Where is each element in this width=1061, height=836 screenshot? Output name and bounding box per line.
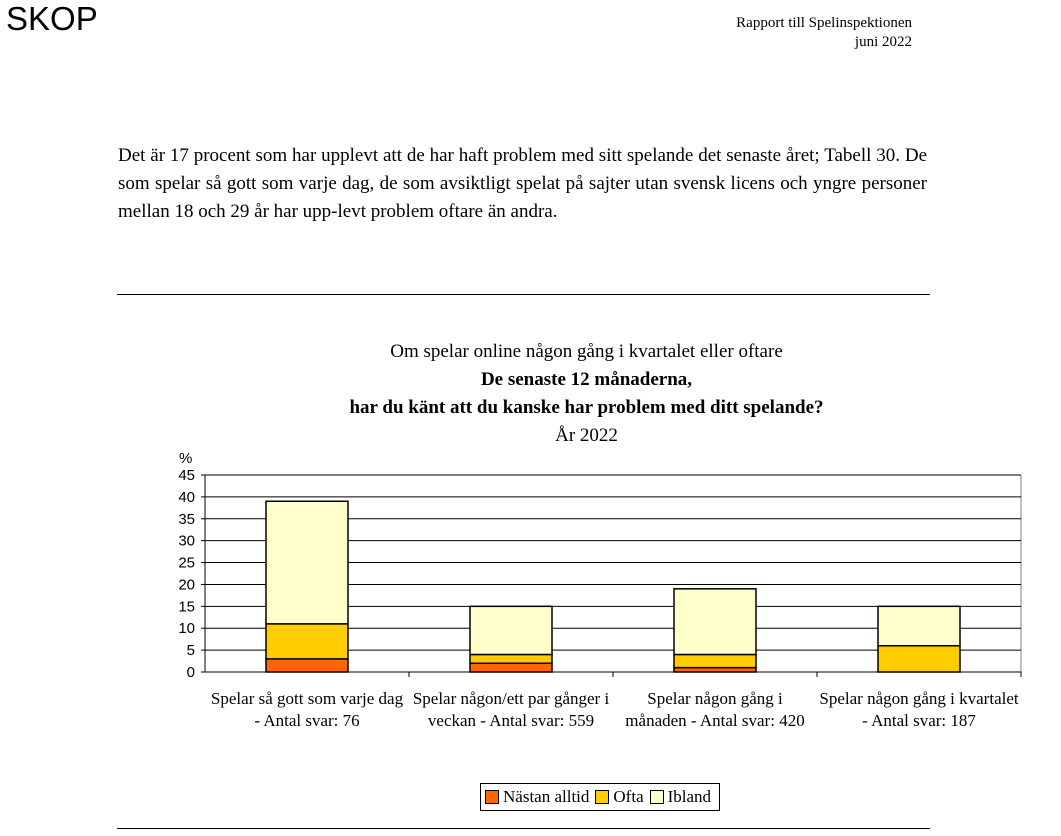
y-tick-label: 20 <box>178 576 195 594</box>
bar-segment-ofta <box>266 624 348 659</box>
report-date: juni 2022 <box>854 34 912 50</box>
legend-item-ibland <box>650 787 711 807</box>
y-tick-label: 35 <box>178 510 195 528</box>
y-tick-label: 0 <box>186 664 195 681</box>
y-tick-label: 10 <box>178 620 195 638</box>
body-paragraph: Det är 17 procent som har upplevt att de har haft problem med sitt spelande det senaste året; Tabell 30. De som spelar så gott som varje dag, de som avsiktligt spelat på sajter utan svensk licens och yngre personer mellan 18 och 29 år har upp-levt problem oftare än andra. <box>118 145 927 222</box>
report-title: Rapport till Spelinspektionen <box>736 15 912 31</box>
x-category-label: Spelar så gott som varje dag - Antal svar: 76 <box>210 689 404 730</box>
y-tick-label: 25 <box>178 554 195 572</box>
legend-item-ofta <box>595 787 643 807</box>
bar-segment-ibland <box>674 589 756 655</box>
legend-swatch-nastan-alltid <box>485 790 499 804</box>
y-tick-label: 30 <box>178 532 195 550</box>
bar-segment-ibland <box>470 606 552 654</box>
bar-segment-nastan-alltid <box>266 659 348 672</box>
bar-segment-ofta <box>470 654 552 663</box>
y-tick-label: 45 <box>178 467 195 484</box>
divider-bottom <box>117 828 930 829</box>
legend-label-nastan-alltid: Nästan alltid <box>503 787 590 806</box>
chart-title: Om spelar online någon gång i kvartalet eller oftare <box>390 341 783 362</box>
legend-label-ofta: Ofta <box>613 787 644 806</box>
x-category-label: Spelar någon/ett par gånger i veckan - Antal svar: 559 <box>412 689 610 730</box>
y-tick-label: 40 <box>178 488 195 506</box>
legend-swatch-ofta <box>595 790 609 804</box>
legend-label-ibland: Ibland <box>667 787 712 806</box>
bar-segment-ofta <box>878 646 960 672</box>
bar-segment-ibland <box>266 501 348 624</box>
legend-swatch-ibland <box>650 790 664 804</box>
bar-segment-nastan-alltid <box>470 663 552 672</box>
y-axis-label: % <box>179 450 193 467</box>
y-tick-label: 15 <box>178 598 195 616</box>
bar-segment-ofta <box>674 654 756 667</box>
legend-item-nastan-alltid <box>485 787 589 807</box>
x-category-label: Spelar någon gång i kvartalet - Antal svar: 187 <box>819 689 1019 730</box>
bar-segment-ibland <box>878 606 960 645</box>
chart-subtitle-3: År 2022 <box>555 425 618 446</box>
y-tick-label: 5 <box>186 642 195 660</box>
chart-legend <box>480 783 720 811</box>
skop-logo: SKOP <box>6 0 98 37</box>
chart-subtitle-1: De senaste 12 månaderna, <box>480 369 693 390</box>
chart-subtitle-2: har du känt att du kanske har problem med ditt spelande? <box>349 397 824 418</box>
x-category-label: Spelar någon gång i månaden - Antal svar: 420 <box>625 689 805 730</box>
